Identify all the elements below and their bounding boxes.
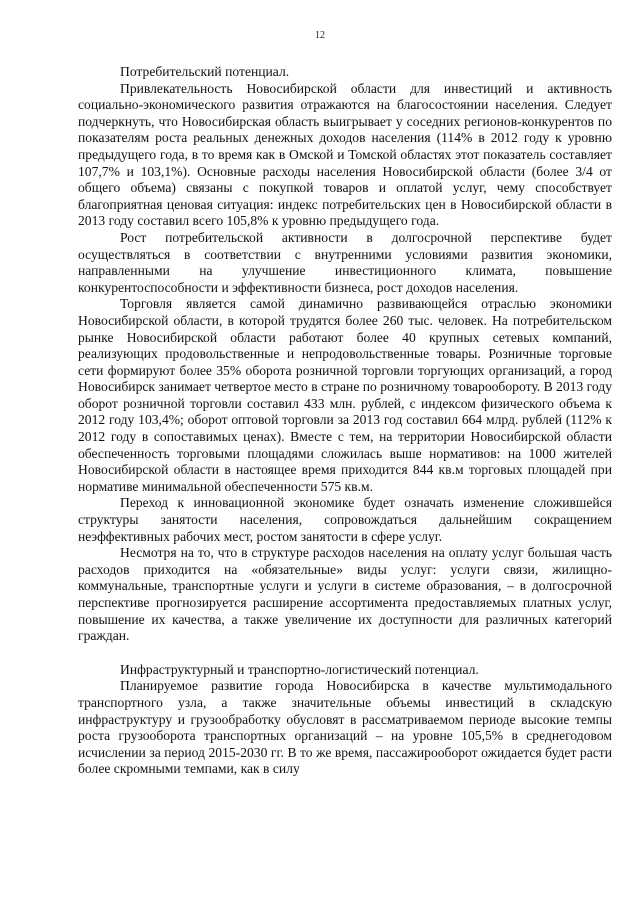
document-body — [78, 64, 612, 778]
section-heading-infrastructure: Инфраструктурный и транспортно-логистический потенциал. — [120, 661, 479, 677]
paragraph: Планируемое развитие города Новосибирска в качестве мультимодального транспортного узла, а также значительные объемы инвестиций в складскую инфраструктуру и грузообработку обусловят в рассматриваемом периоде высокие темпы роста грузооборота транспортных организаций – на уровне 105,5% в среднегодовом исчислении за период 2015-2030 гг. В то же время, пассажирооборот ожидается будет расти более скромными темпами, как в силу — [78, 678, 612, 777]
paragraph: Несмотря на то, что в структуре расходов населения на оплату услуг большая часть расходов приходится на «обязательные» виды услуг: услуги связи, жилищно-коммунальные, транспортные услуги и услуги в системе образования, – в долгосрочной перспективе прогнозируется расширение ассортимента предоставляемых платных услуг, повышение их качества, а также увеличение их доступности для различных категорий граждан. — [78, 545, 612, 644]
paragraph: Торговля является самой динамично развивающейся отраслью экономики Новосибирской области, в которой трудятся более 260 тыс. человек. На потребительском рынке Новосибирской области работают более 40 крупных сетевых компаний, реализующих продовольственные и непродовольственные товары. Розничные торговые сети формируют более 35% оборота розничной торговли торгующих организаций, а город Новосибирск занимает четвертое место в стране по розничному товарообороту. В 2013 году оборот розничной торговли составил 433 млн. рублей, с индексом физического объема к 2012 году 103,4%; оборот оптовой торговли за 2013 год составил 664 млрд. рублей (112% к 2012 году в сопоставимых ценах). Вместе с тем, на территории Новосибирской области обеспеченность торговыми площадями сложилась выше нормативов: на 1000 жителей Новосибирской области в настоящее время приходится 844 кв.м торговых площадей при нормативе минимальной обеспеченности 575 кв.м. — [78, 296, 612, 494]
paragraph: Переход к инновационной экономике будет означать изменение сложившейся структуры занятости населения, сопровождаться дальнейшим сокращением неэффективных рабочих мест, ростом занятости в сфере услуг. — [78, 495, 612, 544]
page-number: 12 — [315, 30, 325, 41]
section-spacer — [78, 645, 612, 662]
section-heading-consumer: Потребительский потенциал. — [120, 64, 290, 79]
paragraph: Рост потребительской активности в долгосрочной перспективе будет осуществляться в соответствии с внутренними условиями развития экономики, направленными на улучшение инвестиционного климата, повышение конкурентоспособности и эффективности бизнеса, рост доходов населения. — [78, 229, 612, 295]
paragraph: Привлекательность Новосибирской области для инвестиций и активность социально-экономического развития отражаются на благосостоянии населения. Следует подчеркнуть, что Новосибирская область выигрывает у соседних регионов-конкурентов по показателям роста реальных денежных доходов населения (114% в 2012 году к уровню предыдущего года, в то время как в Омской и Томской областях этот показатель составляет 107,7% и 103,1%). Основные расходы населения Новосибирской области (более 3/4 от общего объема) связаны с покупкой товаров и оплатой услуг, чему способствует благоприятная ценовая ситуация: индекс потребительских цен в Новосибирской области в 2013 году составил всего 105,8% к уровню предыдущего года. — [78, 80, 612, 229]
